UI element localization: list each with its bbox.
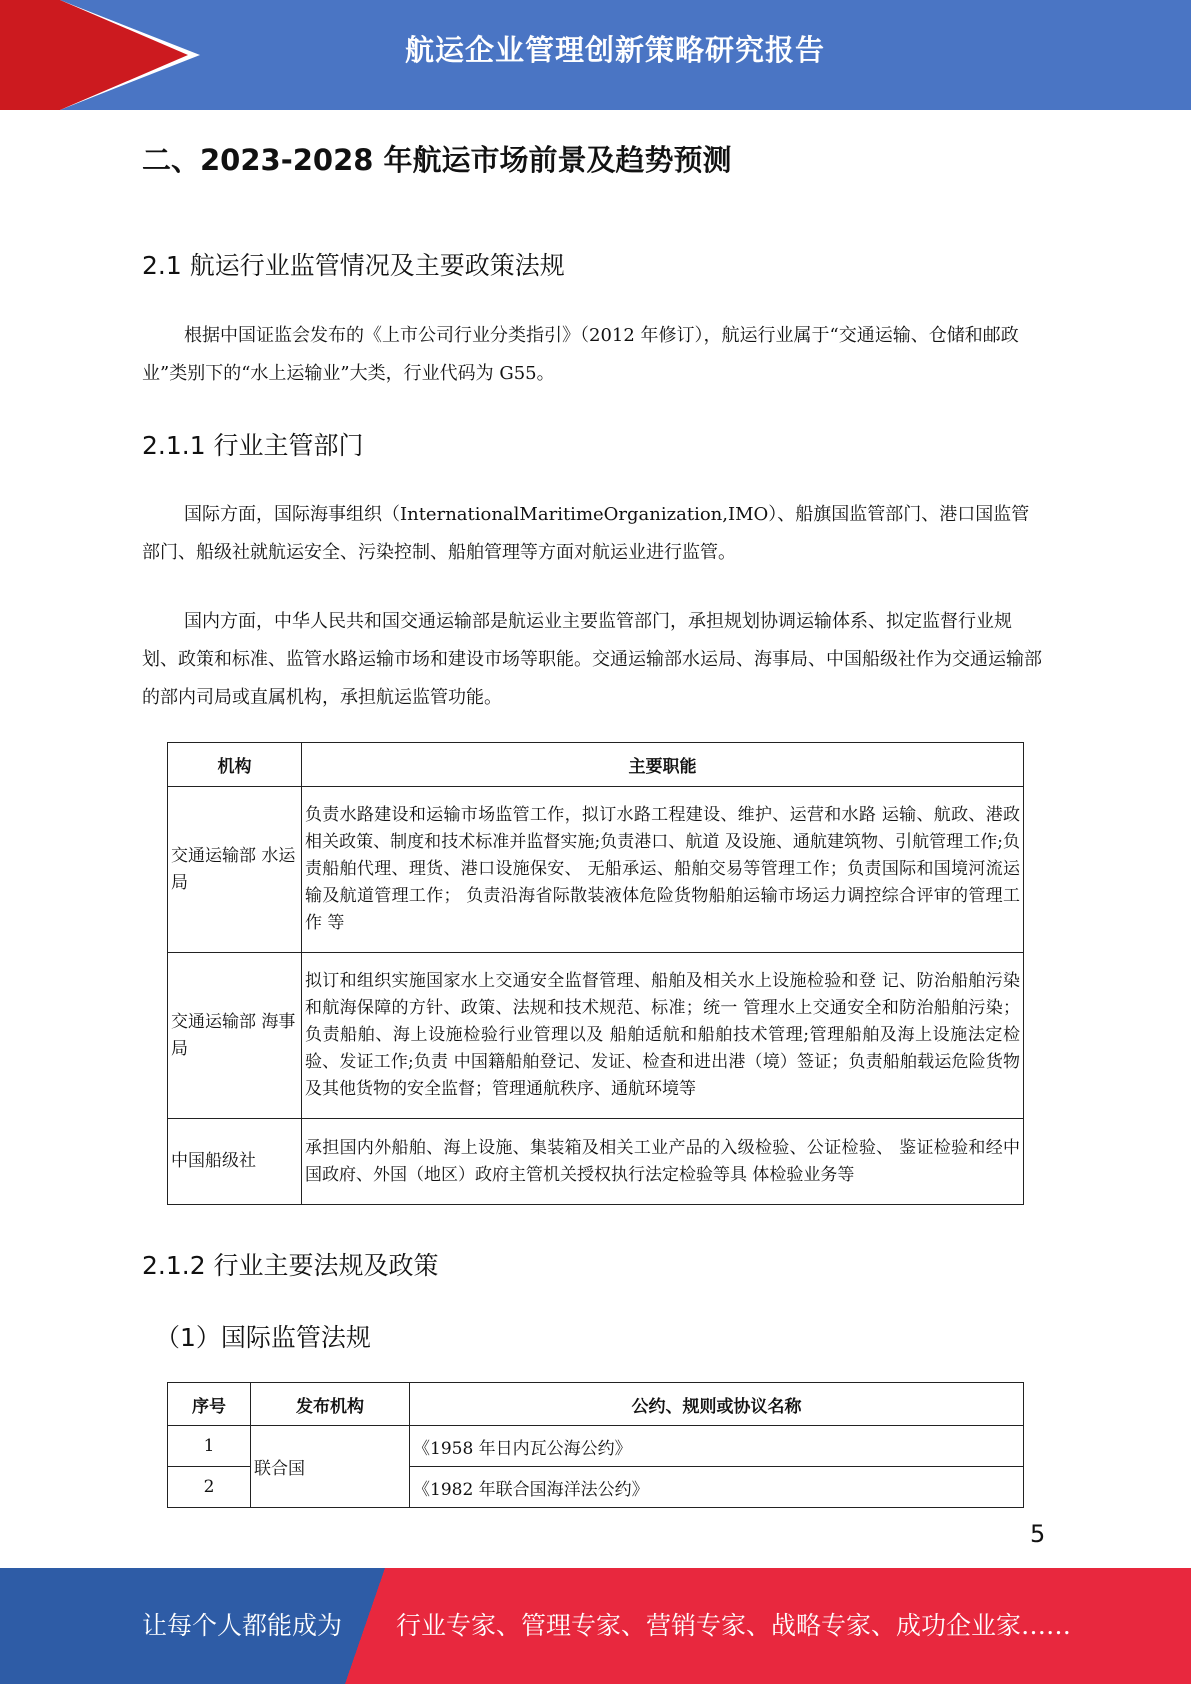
org-cell: 交通运输部 海事局: [168, 953, 302, 1119]
row-number: 1: [168, 1426, 251, 1467]
table-header-row: [168, 1383, 1024, 1426]
column-header-duty: 主要职能: [302, 743, 1024, 787]
table-row: [168, 953, 1024, 1119]
paragraph-industry-classification: 根据中国证监会发布的《上市公司行业分类指引》（2012 年修订），航运行业属于“交通运输、仓储和邮政业”类别下的“水上运输业”大类，行业代码为 G55。: [142, 325, 1019, 384]
paragraph-international-regulation: 国际方面，国际海事组织（InternationalMaritimeOrganization,IMO）、船旗国监管部门、港口国监管部门、船级社就航运安全、污染控制、船舶管理等方面对航运业进行监管。: [142, 504, 1030, 563]
table-row: [168, 1426, 1024, 1467]
subheading-international-regulations: （1）国际监管法规: [155, 1323, 371, 1352]
footer-blue-wedge: [345, 1568, 385, 1684]
footer-slogan-right: 行业专家、管理专家、营销专家、战略专家、成功企业家……: [396, 1611, 1072, 1640]
header-red-chevron: [60, 0, 188, 110]
page-break-mask: [150, 1508, 1050, 1538]
heading-2-1-1: 2.1.1 行业主管部门: [142, 431, 364, 460]
paragraph-domestic-regulation: 国内方面，中华人民共和国交通运输部是航运业主要监管部门，承担规划协调运输体系、拟定监督行业规划、政策和标准、监管水路运输市场和建设市场等职能。交通运输部水运局、海事局、中国船级社作为交通运输部的部内司局或直属机构，承担航运监管功能。: [142, 611, 1042, 708]
publisher-cell: 联合国: [251, 1426, 410, 1508]
heading-2-1: 2.1 航运行业监管情况及主要政策法规: [142, 251, 565, 280]
convention-name: 《1982 年联合国海洋法公约》: [410, 1467, 1024, 1508]
table-row: [168, 787, 1024, 953]
footer-slogan-left: 让每个人都能成为: [142, 1611, 343, 1640]
table-row: [168, 1119, 1024, 1205]
duty-cell: 承担国内外船舶、海上设施、集装箱及相关工业产品的入级检验、公证检验、 鉴证检验和经中国政府、外国（地区）政府主管机关授权执行法定检验等具 体检验业务等: [302, 1119, 1024, 1205]
regulators-table: [167, 742, 1024, 1205]
table-header-row: [168, 743, 1024, 787]
org-cell: 中国船级社: [168, 1119, 302, 1205]
convention-name: 《1958 年日内瓦公海公约》: [410, 1426, 1024, 1467]
row-number: 2: [168, 1467, 251, 1508]
page-number: 5: [1030, 1520, 1046, 1548]
header-banner: [0, 0, 1191, 110]
heading-2-1-2: 2.1.2 行业主要法规及政策: [142, 1251, 439, 1280]
column-header-num: 序号: [168, 1383, 251, 1426]
footer-banner: [0, 1568, 1191, 1684]
section-title: 二、2023-2028 年航运市场前景及趋势预测: [142, 143, 732, 177]
org-cell: 交通运输部 水运局: [168, 787, 302, 953]
column-header-name: 公约、规则或协议名称: [410, 1383, 1024, 1426]
header-red-block: [0, 0, 60, 110]
column-header-publisher: 发布机构: [251, 1383, 410, 1426]
international-regulations-table: [167, 1382, 1024, 1508]
duty-cell: 负责水路建设和运输市场监管工作，拟订水路工程建设、维护、运营和水路 运输、航政、港政相关政策、制度和技术标准并监督实施;负责港口、航道 及设施、通航建筑物、引航管理工作;负责船舶代理、理货、港口设施保安、 无船承运、船舶交易等管理工作；负责国际和国境河流运输及航道管理工作； 负责沿海省际散装液体危险货物船舶运输市场运力调控综合评审的管理工作 等: [302, 787, 1024, 953]
report-title: 航运企业管理创新策略研究报告: [404, 33, 825, 67]
duty-cell: 拟订和组织实施国家水上交通安全监督管理、船舶及相关水上设施检验和登 记、防治船舶污染和航海保障的方针、政策、法规和技术规范、标准；统一 管理水上交通安全和防治船舶污染；负责船舶、海上设施检验行业管理以及 船舶适航和船舶技术管理;管理船舶及海上设施法定检验、发证工作;负责 中国籍船舶登记、发证、检查和进出港（境）签证；负责船舶载运危险货物 及其他货物的安全监督；管理通航秩序、通航环境等: [302, 953, 1024, 1119]
column-header-org: 机构: [168, 743, 302, 787]
